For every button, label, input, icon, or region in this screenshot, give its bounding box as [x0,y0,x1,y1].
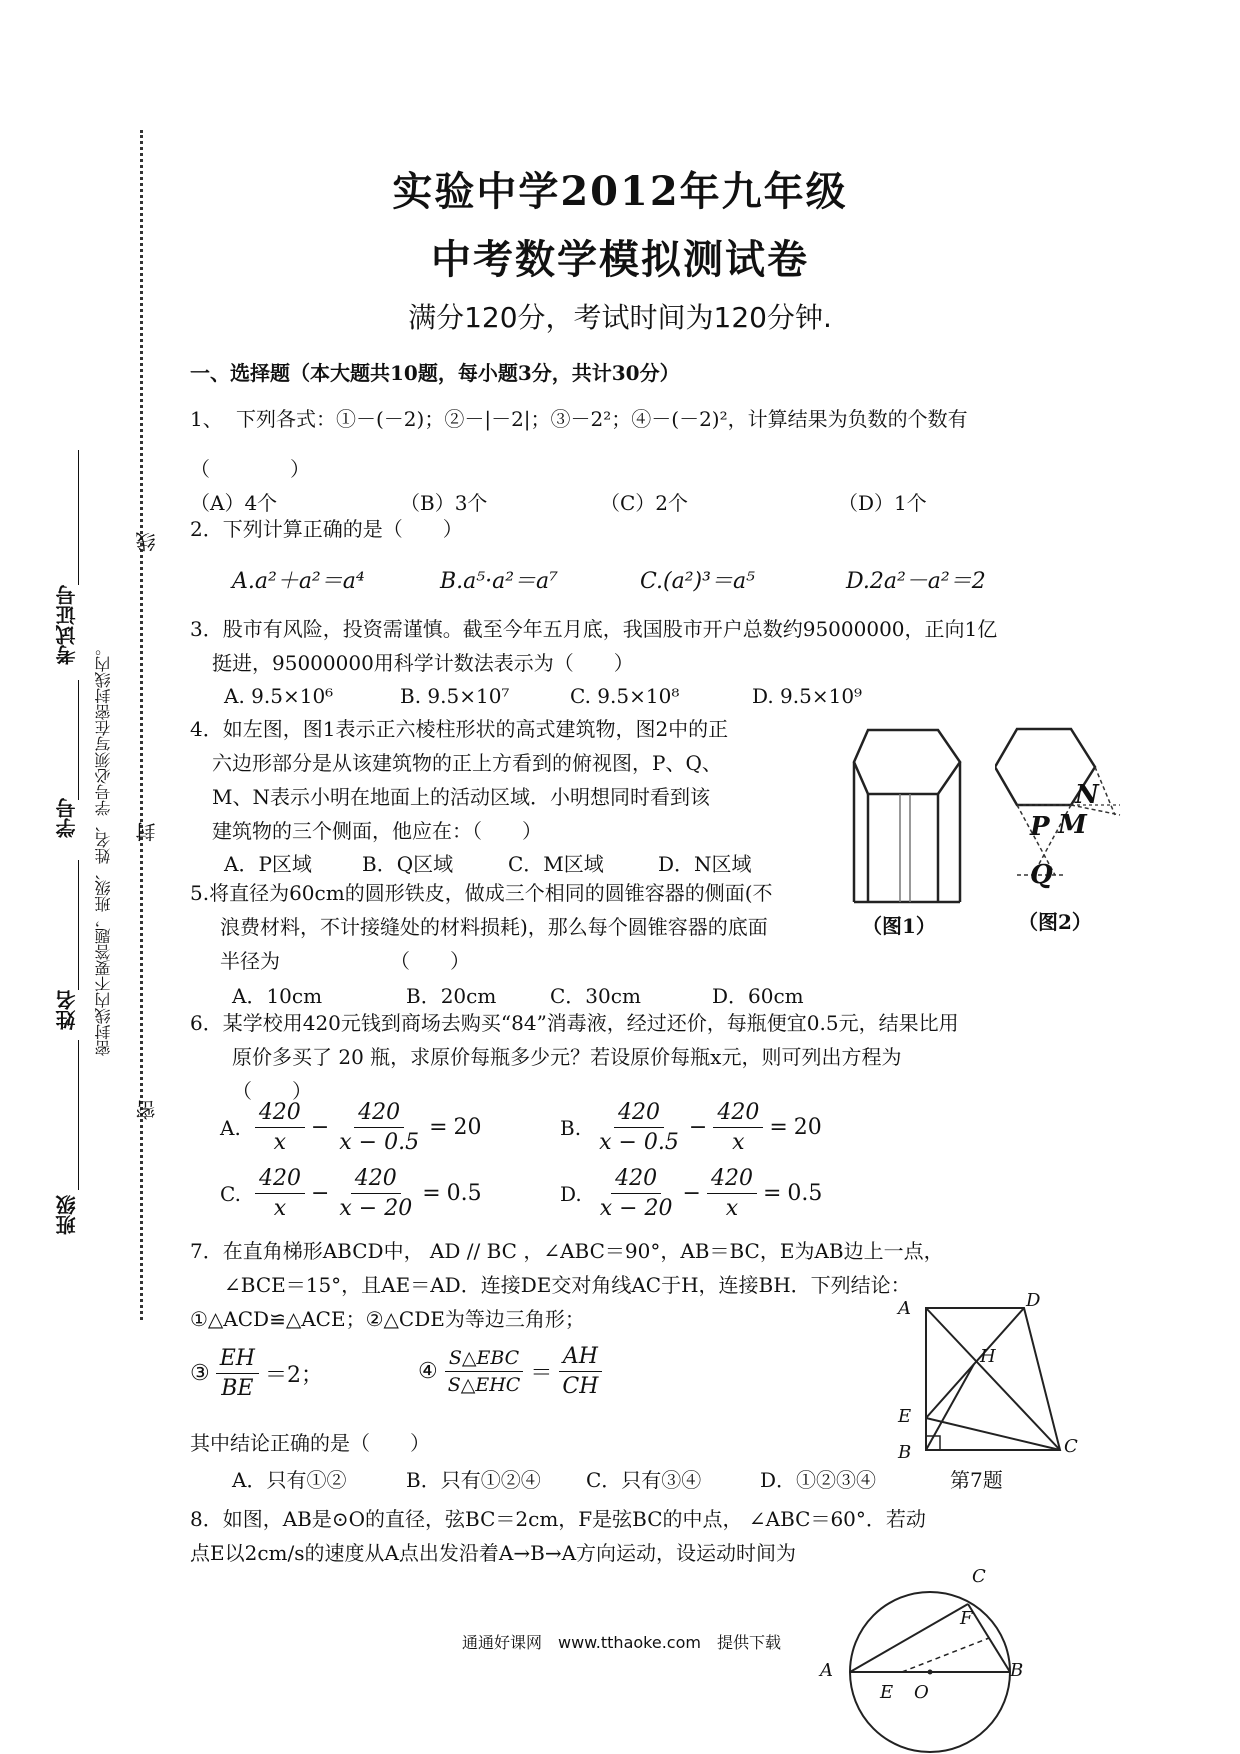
q6-option-a-label: A. [220,1115,241,1140]
q8-circle-figure [840,1582,1020,1754]
q2-option-d: D.2a²－a²＝2 [846,569,986,594]
q7-c3-frac: $\frac{EH}{BE}$ [216,1346,259,1401]
q6-option-b-label: B. [560,1115,582,1140]
q7-option-b: B．只有①②④ [406,1468,541,1492]
q8-line1: 8．如图，AB是⊙O的直径，弦BC＝2cm，F是弦BC的中点， ∠ABC＝60°．若动 [190,1507,926,1531]
q1-option-a: （A）4个 [190,491,278,515]
q8-label-o: O [914,1682,929,1703]
q2-option-b: B.a⁵·a²＝a⁷ [440,569,558,594]
q7-c4-frac2: $\frac{AH}{CH}$ [558,1344,602,1399]
q3-line1: 3．股市有风险，投资需谨慎。截至今年五月底，我国股市开户总数约95000000，正向1亿 [190,617,998,641]
class-field[interactable] [78,1040,79,1190]
q1-option-c: （C）2个 [600,491,689,515]
q5-line3: 半径为 （ ） [220,949,470,973]
student-no-label: 学号 [55,798,79,838]
q6-option-b: B. $\frac{420}{x - 0.5}$ − $\frac{420}{x}$ = 20 [560,1100,822,1155]
q4-option-b: B．Q区域 [362,852,454,876]
q2-text: 2．下列计算正确的是（ ） [190,517,463,541]
q5-line1: 5.将直径为60cm的圆形铁皮，做成三个相同的圆锥容器的侧面(不 [190,881,773,905]
q7-line2: ∠BCE＝15°，且AE＝AD．连接DE交对角线AC于H，连接BH．下列结论： [224,1273,911,1297]
q8-label-e: E [880,1682,894,1703]
q4-region-n: N [1075,780,1099,810]
q4-figure-1-prism [850,722,970,912]
q7-option-d: D．①②③④ [760,1468,877,1492]
q7-line3: ①△ACD≌△ACE；②△CDE为等边三角形； [190,1307,585,1331]
q7-label-a: A [898,1298,911,1319]
q4-figure-1-caption: （图1） [862,914,936,938]
q8-label-c: C [972,1566,986,1587]
seal-char-line: 线 [135,532,159,552]
name-field[interactable] [78,860,79,990]
q1-paren: （ ） [190,457,310,481]
q7-conclusion-3: ③ $\frac{EH}{BE}$ ＝2； [190,1346,323,1401]
exam-no-field[interactable] [78,450,79,585]
q7-conclusion-4: ④ $\frac{\text{S△EBC}}{\text{S△EHC}}$ ＝ $\frac{AH}{CH}$ [418,1344,602,1399]
q6-d-frac2: $\frac{420}{x}$ [707,1166,757,1221]
q6-option-d: D. $\frac{420}{x - 20}$ − $\frac{420}{x}$ = 0.5 [560,1166,823,1221]
seal-char-seal: 封 [135,822,159,842]
q6-c-frac1: $\frac{420}{x}$ [255,1166,305,1221]
q7-label-h: H [980,1346,996,1367]
q7-label-e: E [898,1406,912,1427]
q7-label-c: C [1064,1436,1078,1457]
seal-instruction: 密封线内不要答题，班级、姓名、学号必须写在密封线内。 [94,640,113,1056]
q8-line2: 点E以2cm/s的速度从A点出发沿着A→B→A方向运动，设运动时间为 [190,1541,797,1565]
q7-line4: 其中结论正确的是（ ） [190,1431,430,1455]
q4-figure-2-caption: （图2） [1018,910,1092,934]
q8-label-b: B [1010,1660,1024,1681]
exam-info: 满分120分，考试时间为120分钟. [408,301,832,334]
q7-line1: 7．在直角梯形ABCD中， AD // BC ，∠ABC＝90°，AB＝BC，E为AB边上一点， [190,1239,944,1263]
q6-option-c-label: C. [220,1181,241,1206]
q4-region-p: P [1030,812,1050,842]
section-heading: 一、选择题（本大题共10题，每小题3分，共计30分） [190,361,680,385]
q3-option-c: C. 9.5×10⁸ [570,684,680,708]
q6-line2: 原价多买了 20 瓶，求原价每瓶多少元？若设原价每瓶x元，则可列出方程为 [232,1045,902,1069]
q1-number: 1、 [190,407,223,431]
q6-line3: （ ） [232,1079,312,1103]
q5-option-c: C．30cm [550,984,641,1008]
q7-trapezoid-figure [920,1300,1070,1460]
q6-b-frac1: $\frac{420}{x - 0.5}$ [599,1100,679,1155]
q7-option-c: C．只有③④ [586,1468,702,1492]
q6-c-frac2: $\frac{420}{x - 20}$ [339,1166,413,1221]
q7-figure-caption: 第7题 [950,1468,1003,1492]
q6-option-a: A. $\frac{420}{x}$ − $\frac{420}{x - 0.5}$ = 20 [220,1100,482,1155]
q7-label-b: B [898,1442,912,1463]
q7-label-d: D [1026,1290,1041,1311]
class-label: 班级 [55,1195,79,1235]
exam-no-label: 考试证号 [55,585,79,665]
q3-option-b: B. 9.5×10⁷ [400,684,510,708]
q3-line2: 挺进，95000000用科学计数法表示为（ ） [212,651,634,675]
q6-line1: 6．某学校用420元钱到商场去购买“84”消毒液，经过还价，每瓶便宜0.5元，结果比用 [190,1011,959,1035]
q4-region-q: Q [1030,860,1053,890]
q8-label-f: F [960,1608,973,1629]
page-title: 实验中学2012年九年级 [392,168,848,215]
q5-option-a: A．10cm [232,984,323,1008]
seal-char-secret: 密 [135,1100,159,1120]
q6-b-frac2: $\frac{420}{x}$ [713,1100,763,1155]
q4-option-d: D．N区域 [658,852,752,876]
q4-line1: 4．如左图，图1表示正六棱柱形状的高式建筑物，图2中的正 [190,717,729,741]
q6-option-c: C. $\frac{420}{x}$ − $\frac{420}{x - 20}$ = 0.5 [220,1166,482,1221]
q4-region-m: M [1058,810,1087,840]
q4-line4: 建筑物的三个侧面，他应在：（ ） [212,819,542,843]
name-label: 姓名 [55,990,79,1030]
q4-option-c: C．M区域 [508,852,604,876]
q3-option-d: D. 9.5×10⁹ [752,684,863,708]
q5-line2: 浪费材料，不计接缝处的材料损耗)，那么每个圆锥容器的底面 [220,915,768,939]
q6-option-d-label: D. [560,1181,582,1206]
q6-d-frac1: $\frac{420}{x - 20}$ [599,1166,673,1221]
q1-text: 下列各式：①－(－2)；②－|－2|；③－2²；④－(－2)²，计算结果为负数的个数有 [236,407,968,431]
q6-a-frac2: $\frac{420}{x - 0.5}$ [339,1100,420,1155]
q4-line3: M、N表示小明在地面上的活动区域．小明想同时看到该 [212,785,710,809]
q1-option-b: （B）3个 [400,491,488,515]
q2-option-c: C.(a²)³＝a⁵ [640,569,755,594]
q5-option-b: B．20cm [406,984,497,1008]
footer-credit: 通通好课网 www.tthaoke.com 提供下载 [462,1633,781,1652]
q5-option-d: D．60cm [712,984,804,1008]
q4-option-a: A．P区域 [224,852,312,876]
student-no-field[interactable] [78,680,79,800]
q6-a-frac1: $\frac{420}{x}$ [255,1100,305,1155]
q3-option-a: A. 9.5×10⁶ [224,684,334,708]
q7-option-a: A．只有①② [232,1468,347,1492]
q2-option-a: A.a²＋a²＝a⁴ [232,569,365,594]
q1-option-d: （D）1个 [838,491,927,515]
q8-label-a: A [820,1660,833,1681]
q4-line2: 六边形部分是从该建筑物的正上方看到的俯视图，P、Q、 [212,751,722,775]
q7-c4-frac1: $\frac{\text{S△EBC}}{\text{S△EHC}}$ [444,1347,525,1396]
page-subtitle-title: 中考数学模拟测试卷 [431,236,809,283]
